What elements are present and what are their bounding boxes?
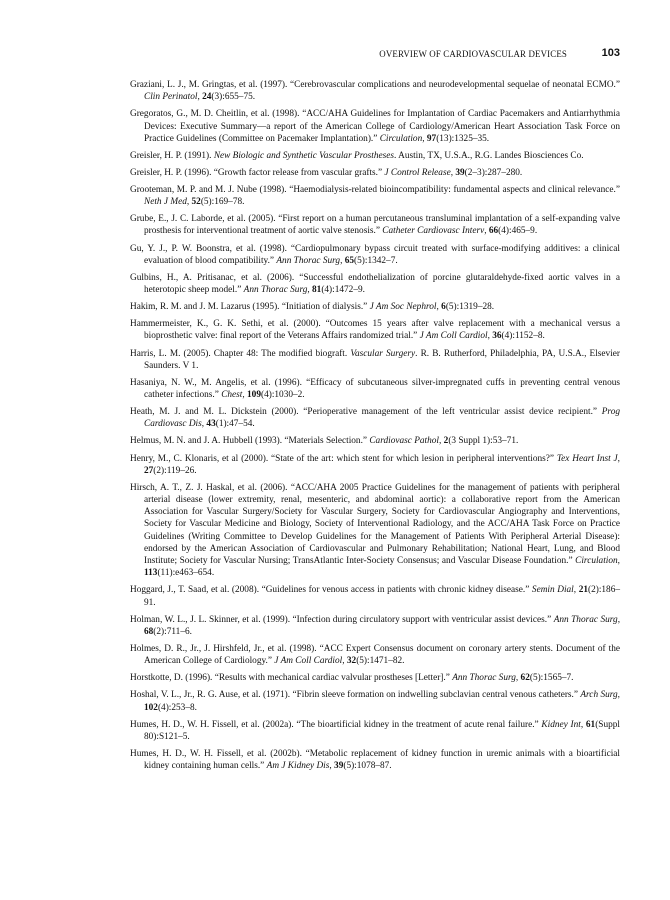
reference-text: Gulbins, H., A. Pritisanac, et al. (2006). “Successful endothelialization of porcine glutaraldehyde-fixed aortic valves in a heterotopic sheep model.” [130,272,620,296]
reference-list [130,79,620,777]
reference-entry [130,301,620,313]
reference-entry [130,584,620,608]
reference-pages: (3):655–75. [211,92,256,103]
reference-pages: (2–3):287–280. [464,167,523,178]
reference-entry [130,435,620,447]
reference-journal: Clin Perinatol [144,92,198,103]
reference-pages: (5):1471–82. [356,656,405,667]
reference-entry [130,482,620,580]
reference-text: Hirsch, A. T., Z. J. Haskal, et al. (2006). “ACC/AHA 2005 Practice Guidelines for the management of patients with peripheral arterial disease (lower extremity, renal, mesenteric, and abdominal aortic): a collaborative report from the American Association for Vascular Surgery/Society for Vascular Surgery, Society for Cardiovascular Angiography and Interventions, Society for Vascular Medicine and Biology, Society of Interventional Radiology, and the ACC/AHA Task Force on Practice Guidelines (Writing Committee to Develop Guidelines for the Management of Patients With Peripheral Arterial Disease): endorsed by the American Association of Cardiovascular and Pulmonary Rehabilitation; National Heart, Lung, and Blood Institute; Society for Vascular Nursing; TransAtlantic Inter-Society Consensus; and Vascular Disease Foundation.” [130,482,620,567]
reference-text: Grooteman, M. P. and M. J. Nube (1998). “Haemodialysis-related bioincompatibility: fundamental aspects and clinical relevance.” [130,184,620,195]
reference-pages: (5):1078–87. [343,761,392,772]
reference-entry [130,614,620,638]
reference-volume: 113 [144,568,158,579]
reference-pages: (13):1325–35. [436,133,490,144]
reference-journal: Arch Surg [580,690,618,701]
reference-pages: (4):1030–2. [260,390,305,401]
reference-pages: Austin, TX, U.S.A., R.G. Landes Biosciences Co. [398,150,584,161]
reference-volume: 81 [312,285,322,296]
reference-pages: (2):186–91. [144,585,621,608]
reference-text: Hoshal, V. L., Jr., R. G. Ause, et al. (1971). “Fibrin sleeve formation on indwelling subclavian central venous catheters.” [130,690,581,701]
reference-journal: Ann Thorac Surg [243,285,308,296]
reference-volume: 102 [144,702,158,713]
page-number: 103 [601,47,620,59]
reference-journal: Chest [221,390,243,401]
reference-separator: , [340,255,345,266]
reference-journal: J Control Release [384,167,451,178]
reference-volume: 97 [426,133,437,144]
reference-text: Hakim, R. M. and J. M. Lazarus (1995). “Initiation of dialysis.” [130,302,370,313]
reference-separator: , [439,436,444,447]
reference-pages: (5):1565–7. [529,673,574,684]
reference-separator: , [484,226,489,237]
reference-entry [130,108,620,145]
reference-entry [130,184,620,208]
reference-text: Greisler, H. P. (1996). “Growth factor release from vascular grafts.” [130,167,385,178]
reference-separator: , [197,92,203,103]
reference-volume: 65 [344,255,355,266]
reference-text: Heath, M. J. and M. L. Dickstein (2000). “Perioperative management of the left ventricular assist device recipient.” [130,407,602,418]
reference-text: Humes, H. D., W. H. Fissell, et al. (2002a). “The bioartificial kidney in the treatment of acute renal failure.” [130,719,542,730]
reference-separator: , [307,285,313,296]
reference-text: Holman, W. L., J. L. Skinner, et al. (1999). “Infection during circulatory support with ventricular assist devices.” [130,614,554,625]
reference-separator: , [450,167,456,178]
reference-separator: , [617,690,620,701]
reference-pages: (4):253–8. [157,702,197,713]
reference-journal: Vascular Surgery [350,348,416,359]
reference-text: Hammermeister, K., G. K. Sethi, et al. (2000). “Outcomes 15 years after valve replacement with a mechanical versus a bioprosthetic valve: final report of the Veterans Affairs randomized trial.” [130,319,620,342]
reference-entry [130,150,620,162]
reference-pages: (4):465–9. [498,226,538,237]
reference-journal: Kidney Int [541,719,581,730]
reference-pages: (2):119–26. [153,465,197,476]
reference-pages: (Suppl 80):S121–5. [144,719,620,742]
reference-separator: , [186,197,192,208]
reference-entry [130,272,620,296]
reference-text: Henry, M., C. Klonaris, et al (2000). “State of the art: which stent for which lesion in peripheral interventions?” [130,453,557,464]
reference-separator: , [617,614,621,625]
reference-text: Grube, E., J. C. Laborde, et al. (2005). “First report on a human percutaneous transluminal implantation of a self-expanding valve prosthesis for interventional treatment of aortic valve stenosis.” [130,214,620,237]
reference-text: Hasaniya, N. W., M. Angelis, et al. (1996). “Efficacy of subcutaneous silver-impregnated cuffs in preventing central venous catheter infections.” [130,377,620,401]
reference-separator: , [329,761,335,772]
reference-journal: Catheter Cardiovasc Interv [382,226,485,237]
reference-pages: (3 Suppl 1):53–71. [448,436,519,447]
reference-entry [130,719,620,743]
reference-journal: Ann Thorac Surg [276,255,341,266]
reference-entry [130,689,620,713]
reference-volume: 32 [346,656,357,667]
reference-volume: 24 [202,92,212,103]
reference-text: Harris, L. M. (2005). Chapter 48: The modified biograft. [130,348,351,359]
reference-separator: , [617,453,620,464]
reference-journal: Tex Heart Inst J [556,453,618,464]
reference-journal: J Am Soc Nephrol [369,302,437,313]
reference-separator: , [573,585,579,596]
reference-entry [130,748,620,772]
reference-journal: Neth J Med [144,197,187,208]
reference-volume: 52 [191,197,201,208]
page-header [130,47,620,63]
reference-pages: R. B. Rutherford, Philadelphia, PA, U.S.A., Elsevier Saunders. V 1. [144,348,621,371]
reference-journal: Circulation [575,556,618,567]
reference-text: Holmes, D. R., Jr., J. Hirshfeld, Jr., et al. (1998). “ACC Expert Consensus document on coronary artery stents. Document of the American College of Cardiology.” [130,643,620,667]
reference-volume: 2 [443,436,449,447]
reference-journal: New Biologic and Synthetic Vascular Prostheses [213,150,394,161]
reference-text: Helmus, M. N. and J. A. Hubbell (1993). “Materials Selection.” [130,436,370,447]
reference-text: Horstkotte, D. (1996). “Results with mechanical cardiac valvular prostheses [Letter].” [130,673,453,684]
reference-entry [130,243,620,267]
reference-volume: 62 [520,673,530,684]
reference-volume: 36 [492,331,502,342]
reference-journal: Cardiovasc Pathol [369,436,439,447]
reference-volume: 27 [144,465,154,476]
reference-separator: , [515,673,521,684]
reference-pages: (2):711–6. [153,626,192,637]
reference-separator: , [617,556,620,567]
reference-volume: 6 [441,302,446,313]
reference-pages: (5):1319–28. [445,302,495,313]
reference-separator: , [201,419,207,430]
reference-text: Humes, H. D., W. H. Fissell, et al. (2002b). “Metabolic replacement of kidney function in uremic animals with a bioartificial kidney containing human cells.” [130,748,620,772]
reference-volume: 109 [247,390,261,401]
reference-text: Gu, Y. J., P. W. Boonstra, et al. (1998). “Cardiopulmonary bypass circuit treated with surface-modifying additives: a clinical evaluation of blood compatibility.” [130,243,620,266]
reference-volume: 61 [585,719,596,730]
reference-entry [130,406,620,430]
reference-separator: . [415,348,421,359]
reference-journal: Semin Dial [531,585,574,596]
reference-journal: Circulation [379,133,423,144]
reference-separator: , [580,719,586,730]
reference-journal: Ann Thorac Surg [553,614,618,625]
reference-separator: . [393,150,399,161]
reference-text: Gregoratos, G., M. D. Cheitlin, et al. (1998). “ACC/AHA Guidelines for Implantation of Cardiac Pacemakers and Antiarrhythmia Devices: Executive Summary—a report of the American College of Cardiology/American Heart Association Task Force on Practice Guidelines (Committee on Pacemaker Implantation).” [130,109,620,144]
reference-entry [130,672,620,684]
reference-pages: (5):1342–7. [354,255,398,266]
reference-journal: Am J Kidney Dis [266,761,330,772]
reference-pages: (11):e463–654. [157,568,215,579]
reference-entry [130,377,620,401]
reference-volume: 68 [144,626,154,637]
reference-pages: (5):169–78. [200,197,245,208]
reference-pages: (1):47–54. [215,419,255,430]
reference-journal: J Am Coll Cardiol [274,656,343,667]
reference-entry [130,79,620,103]
reference-pages: (4):1152–8. [501,331,545,342]
reference-entry [130,213,620,237]
reference-volume: 39 [455,167,465,178]
reference-entry [130,167,620,179]
running-title: OVERVIEW OF CARDIOVASCULAR DEVICES [379,49,567,59]
reference-text: Hoggard, J., T. Saad, et al. (2008). “Guidelines for venous access in patients with chronic kidney disease.” [130,585,532,596]
reference-entry [130,453,620,477]
reference-text: Greisler, H. P. (1991). [130,150,214,161]
reference-volume: 39 [334,761,344,772]
reference-pages: (4):1472–9. [321,285,365,296]
reference-separator: , [436,302,442,313]
reference-text: Graziani, L. J., M. Gringtas, et al. (1997). “Cerebrovascular complications and neurodevelopmental sequelae of neonatal ECMO.” [130,80,620,90]
reference-volume: 66 [488,226,499,237]
reference-entry [130,318,620,342]
reference-separator: , [342,656,347,667]
reference-entry [130,643,620,667]
reference-entry [130,348,620,372]
reference-volume: 21 [578,585,588,596]
reference-separator: , [242,390,248,401]
reference-journal: Ann Thorac Surg [452,673,516,684]
reference-journal: J Am Coll Cardiol [419,331,488,342]
reference-journal: Prog Cardiovasc Dis [144,407,620,430]
reference-volume: 43 [206,419,216,430]
reference-separator: , [422,133,427,144]
reference-separator: , [487,331,493,342]
